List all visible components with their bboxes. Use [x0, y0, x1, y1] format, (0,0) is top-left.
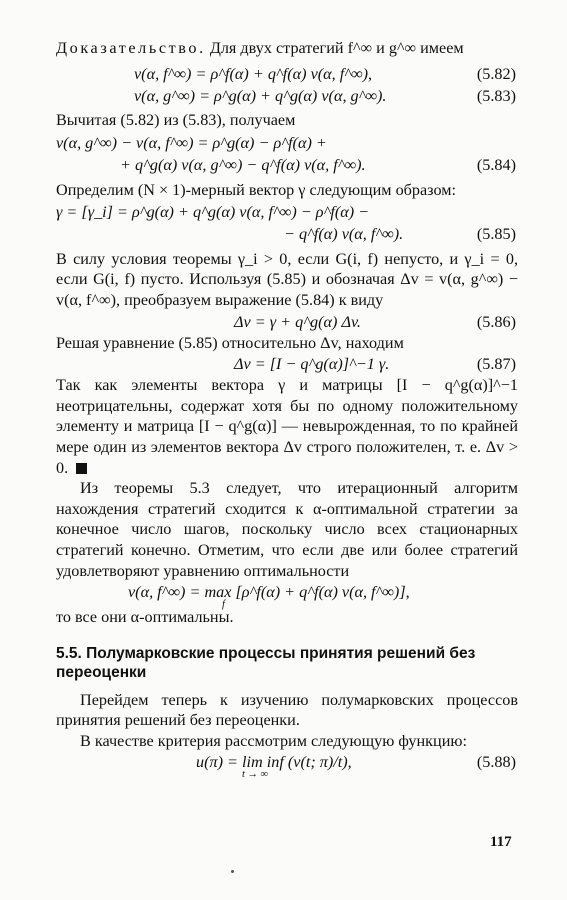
end-of-proof-square — [76, 463, 87, 474]
equation-5-88: u(π) = lim inf (v(t; π)/t), t → ∞ (5.88) — [196, 753, 516, 781]
paragraph-semi-markov: Перейдем теперь к изучению полумарковских процессов принятия решений без переоценки. — [56, 690, 518, 730]
equation-optimality: v(α, f^∞) = max [ρ^f(α) + q^f(α) v(α, f^∞)], f — [128, 583, 410, 611]
equation-5-84-line1: v(α, g^∞) − v(α, f^∞) = ρ^g(α) − ρ^f(α) + — [56, 134, 327, 153]
page-number: 117 — [490, 834, 512, 850]
section-heading-5-5: 5.5. Полумарковские процессы принятия решений без переоценки — [56, 644, 476, 681]
proof-intro: Доказательство. Для двух стратегий f^∞ и g^∞ имеем — [56, 39, 464, 57]
proof-lead: Доказательство. — [56, 39, 206, 57]
page-body — [56, 38, 518, 781]
paragraph-condition: В силу условия теоремы γ_i > 0, если G(i, f) непусто, и γ_i = 0, если G(i, f) пусто. Используя (5.85) и обозначая Δv = v(α, g^∞) − v(α, f^∞), преобразуем выражение (5.84) к виду — [56, 249, 518, 309]
paragraph-nonnegative: Так как элементы вектора γ и матрицы [I − q^g(α)]^−1 неотрицательны, содержат хотя бы по одному положительному элементу и матрица [I − q^g(α)] — невырожденная, то по крайней мере один из элементов вектора Δv строго положителен, т. е. Δv > 0. — [56, 376, 518, 477]
paragraph-define-vector: Определим (N × 1)-мерный вектор γ следующим образом: — [56, 181, 457, 200]
paragraph-criterion: В качестве критерия рассмотрим следующую функцию: — [80, 731, 467, 750]
equation-5-83: v(α, g^∞) = ρ^g(α) + q^g(α) v(α, g^∞). (5.83) — [134, 86, 516, 105]
equation-5-84-line2: + q^g(α) v(α, g^∞) − q^f(α) v(α, f^∞). (5.84) — [120, 156, 516, 175]
paragraph-solve: Решая уравнение (5.85) относительно Δv, находим — [56, 333, 404, 352]
equation-5-82: v(α, f^∞) = ρ^f(α) + q^f(α) v(α, f^∞), (5.82) — [134, 64, 516, 83]
paragraph-subtract: Вычитая (5.82) из (5.83), получаем — [56, 110, 296, 129]
equation-5-87: Δv = [I − q^g(α)]^−1 γ. (5.87) — [234, 355, 516, 374]
equation-5-86: Δv = γ + q^g(α) Δv. (5.86) — [234, 312, 516, 331]
print-speck — [231, 870, 234, 873]
equation-5-85-line1: γ = [γ_i] = ρ^g(α) + q^g(α) v(α, f^∞) − ρ^f(α) − — [56, 202, 370, 221]
equation-5-85-line2: − q^f(α) v(α, f^∞). (5.85) — [284, 224, 516, 243]
paragraph-all-optimal: то все они α-оптимальны. — [56, 608, 234, 627]
paragraph-theorem-5-3: Из теоремы 5.3 следует, что итерационный алгоритм нахождения стратегий сходится к α-оптимальной стратегии за конечное число шагов, поскольку число всех стационарных стратегий конечно. Отметим, что если две или более стратегий удовлетворяют уравнению оптимальности — [56, 479, 518, 580]
